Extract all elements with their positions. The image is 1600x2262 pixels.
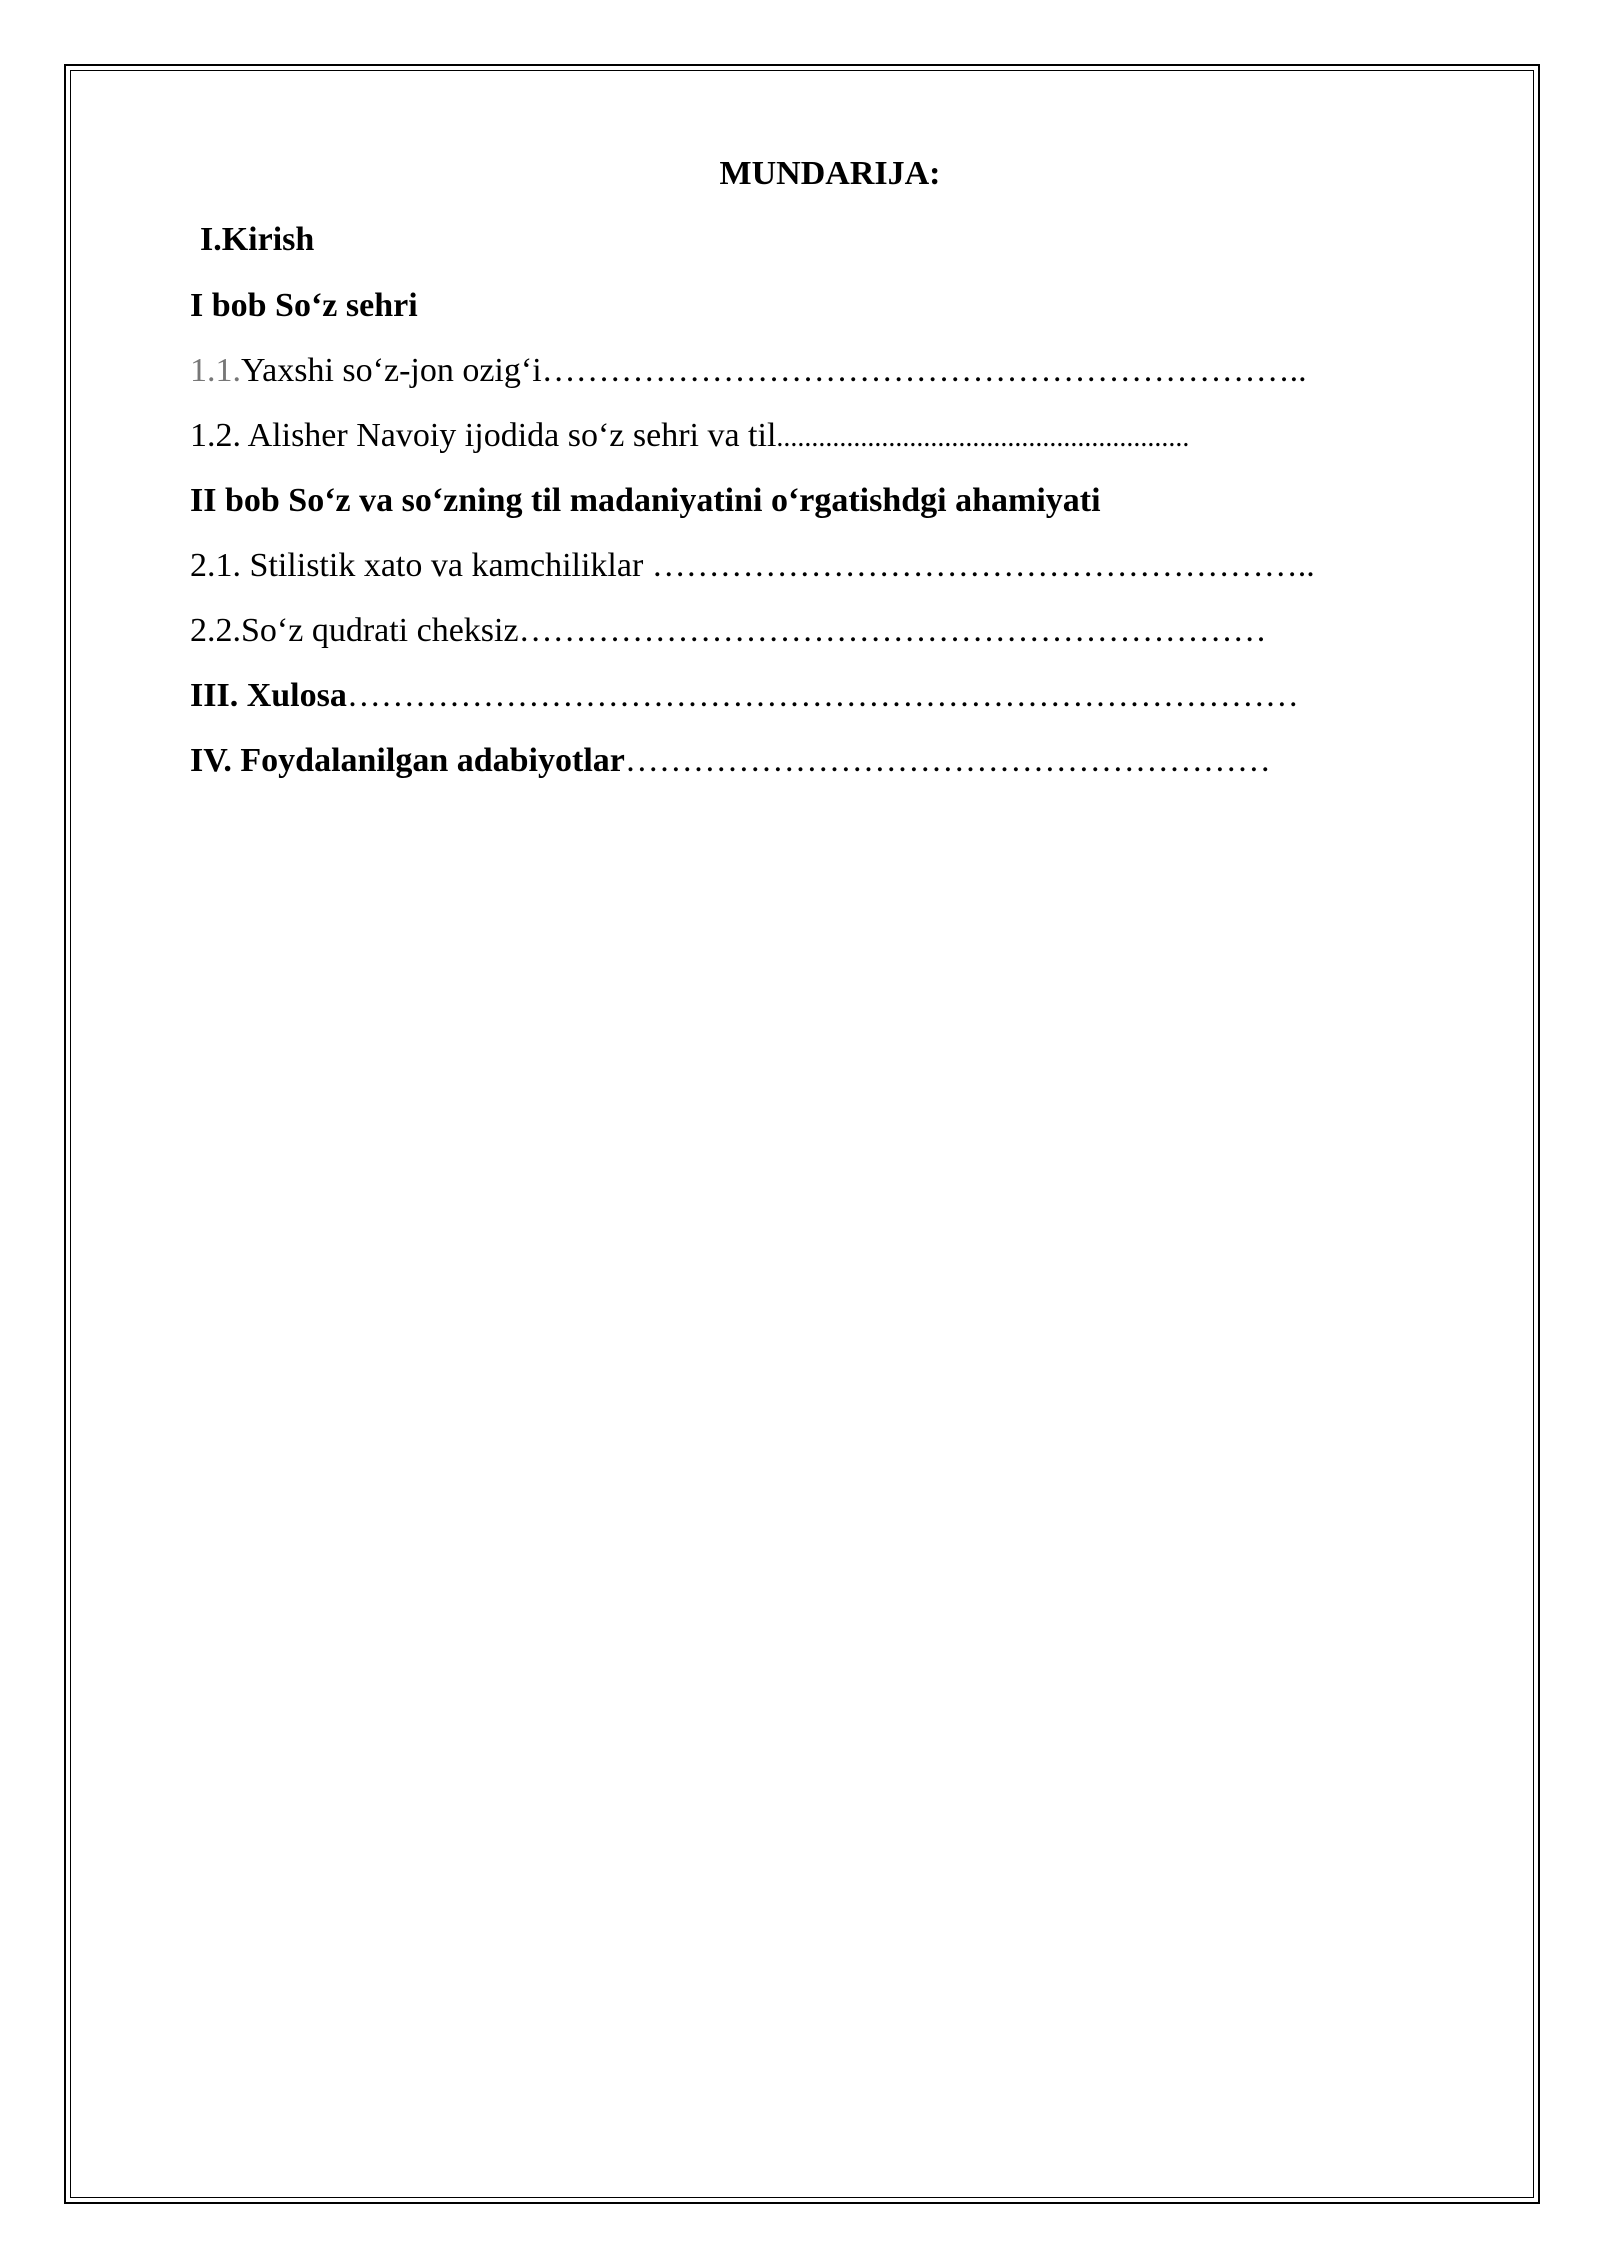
toc-entry-section-2-1 <box>190 544 1315 588</box>
toc-entry-text: 1.2. Alisher Navoiy ijodida so‘z sehri va til <box>190 417 777 454</box>
toc-entry-leader: ………………………………………………….. <box>651 547 1315 584</box>
toc-entry-text: 2.2.So‘z qudrati cheksiz <box>190 612 519 649</box>
toc-entry-intro <box>200 218 314 262</box>
toc-entry-references <box>190 739 1271 783</box>
toc-entry-chapter-1 <box>190 284 418 328</box>
toc-entry-leader: ………………………………………………………….. <box>541 352 1307 389</box>
toc-entry-text: I bob So‘z sehri <box>190 287 418 324</box>
toc-entry-leader: ………………………………………………… <box>624 742 1271 779</box>
toc-entry-text: II bob So‘z va so‘zning til madaniyatini o‘rgatishdgi ahamiyati <box>190 482 1101 519</box>
toc-entry-leader: ........................................................... <box>776 422 1190 453</box>
toc-entry-text: I.Kirish <box>200 221 315 258</box>
toc-entry-text: Yaxshi so‘z-jon ozig‘i <box>241 352 542 389</box>
toc-entry-leader: ………………………………………………………………………… <box>346 677 1299 714</box>
toc-entry-conclusion <box>190 674 1299 718</box>
toc-entry-leader: ………………………………………………………… <box>518 612 1267 649</box>
toc-entry-section-1-1 <box>190 349 1307 393</box>
toc-entry-text: III. Xulosa <box>190 677 347 714</box>
toc-entry-text: IV. Foydalanilgan adabiyotlar <box>190 742 625 779</box>
toc-entry-text: 2.1. Stilistik xato va kamchiliklar <box>190 547 652 584</box>
toc-entry-section-1-2 <box>190 414 1189 460</box>
toc-entry-section-2-2 <box>190 609 1267 653</box>
toc-entry-number: 1.1. <box>190 352 241 389</box>
toc-title: MUNDARIJA: <box>719 155 941 192</box>
toc-entry-chapter-2 <box>190 479 1101 523</box>
